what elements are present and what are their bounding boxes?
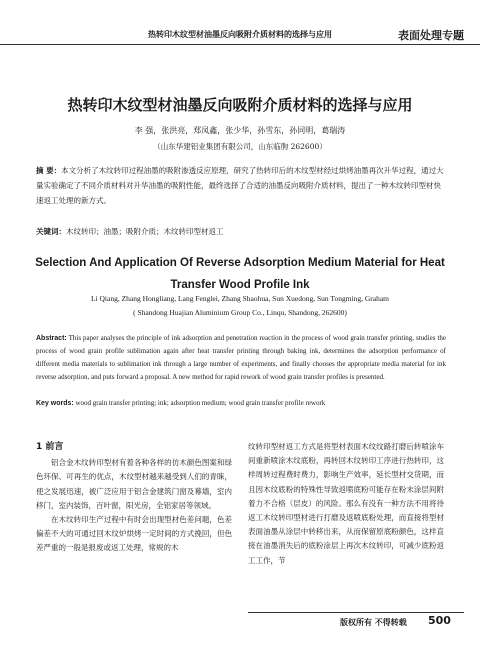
chinese-abstract-label: 摘 要： xyxy=(36,166,62,175)
english-abstract-label: Abstract: xyxy=(36,335,67,342)
running-header xyxy=(0,26,480,45)
running-title: 热转印木纹型材油墨反向吸附介质材料的选择与应用 xyxy=(148,30,332,39)
page-footer xyxy=(0,608,480,630)
chinese-keywords xyxy=(36,226,446,237)
footer-divider xyxy=(248,612,464,613)
section-heading-introduction: 1 前言 xyxy=(36,442,64,452)
chinese-keywords-text: 木纹转印；油墨；吸附介质；木纹转印型材返工 xyxy=(66,227,224,236)
body-paragraph: 铝合金木纹转印型材有着各种各样的仿木颜色图案和绿色环保、可再生的优点，木纹型材越来越受到人们的青睐，使之发展迅速，被广泛应用于铝合金建筑门窗及幕墙，室内移门，室内装饰，百叶窗，阳光房，全铝家居等领域。 xyxy=(36,458,232,510)
english-authors: Li Qiang, Zhang Hongliang, Lang Fenglei, Zhang Shaohua, Sun Xuedong, Sun Tongming, Graham xyxy=(90,294,390,303)
chinese-authors: 李 强，张洪亮，郑凤鑫，张少华，孙雪东，孙同明，葛瑞涛 xyxy=(134,126,346,135)
chinese-title: 热转印木纹型材油墨反向吸附介质材料的选择与应用 xyxy=(67,96,413,114)
chinese-affiliation: （山东华建铝业集团有限公司，山东临朐 262600） xyxy=(153,142,327,151)
body-paragraph: 纹转印型材返工方式是将型材表面木纹纹路打磨后转喷涂车间重新喷涂木纹底粉，再转回木纹转印工序进行热转印，这样周转过程费时费力，影响生产效率，延长型材交货期，而且因木纹底粉的特殊性导致返喷底粉可能存在粉末涂层间附着力不合格（层皮）的风险。那么有没有一种方法不用将待返工木纹转印型材进行打磨及返喷底粉处理，而直接将型材表面油墨从涂层中转移出来，从而保留原底粉颜色，这样直接在油墨消失后的底粉涂层上再次木纹转印，可减少底粉返工工作，节 xyxy=(248,442,444,565)
english-keywords-label: Key words: xyxy=(36,400,74,407)
chinese-abstract-text: 本文分析了木纹转印过程油墨的吸附渗透反应原理，研究了热转印后的木纹型材经过烘烤油墨再次升华过程，通过大量实验确定了不同介质材料对升华油墨的吸附性能，最终选择了合适的油墨反向吸附介质材料，提出了一种木纹转印型材快速返工处理的新方式。 xyxy=(36,166,444,205)
english-abstract-text: This paper analyses the principle of ink adsorption and penetration reaction in the process of wood grain transfer printing, studies the process of wood grain profile sublimation again after heat transfer printing through baking ink, determines the adsorption performance of different media materials to sublimation ink through a large number of experiments, and finally chooses the appropriate media material for ink reverse adsorption, and puts forward a proposal. A new method for rapid rework of wood grain transfer profiles is presented. xyxy=(36,334,447,381)
section-label: 表面处理专题 xyxy=(398,29,464,42)
body-paragraph: 在木纹转印生产过程中有时会出现型材色差问题，色差偏差不大的可通过回木纹炉烘烤一定时间的方式挽回，但色差严重的一般是报废或返工处理，常规的木 xyxy=(36,515,232,553)
english-title: Selection And Application Of Reverse Adsorption Medium Material for Heat Transfer Wood Profile Ink xyxy=(35,257,445,291)
english-keywords-text: wood grain transfer printing; ink; adsorption medium; wood grain transfer profile rework xyxy=(75,399,326,407)
english-affiliation: ( Shandong Huajian Aluminium Group Co., Linqu, Shandong, 262600) xyxy=(133,308,347,317)
body-column-left xyxy=(36,440,232,556)
body-column-right xyxy=(248,440,444,568)
chinese-keywords-label: 关键词： xyxy=(36,227,66,236)
english-abstract xyxy=(36,332,446,384)
chinese-abstract xyxy=(36,163,446,208)
copyright-notice: 版权所有 不得转载 xyxy=(340,618,407,627)
page-number: 500 xyxy=(428,614,451,627)
english-keywords xyxy=(36,399,446,407)
